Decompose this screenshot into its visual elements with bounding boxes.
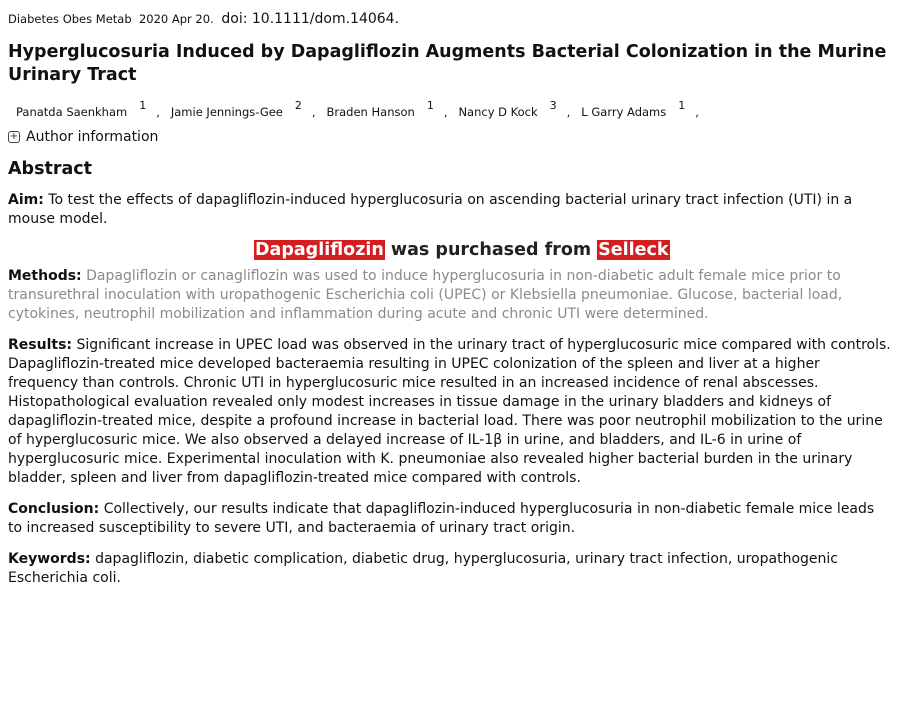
section-label: Keywords: (8, 550, 91, 567)
article-title: Hyperglucosuria Induced by Dapagliflozin Augments Bacterial Colonization in the Murine Urinary Tract (8, 42, 887, 85)
affiliation-link[interactable]: 1 (139, 99, 147, 112)
affiliation-link[interactable]: 2 (294, 99, 302, 112)
section-text: Collectively, our results indicate that dapagliflozin-induced hyperglucosuria in non-diabetic female mice leads to increased susceptibility to severe UTI, and bacteraemia of urinary tract origin. (8, 500, 875, 536)
author-link[interactable]: Panatda Saenkham (16, 104, 128, 119)
section-text: Significant increase in UPEC load was observed in the urinary tract of hyperglucosuric mice compared with controls. Dapagliflozin-treated mice developed bacteraemia resulting in UPEC colonization of the spleen and liver at a higher frequency than controls. Chronic UTI in hyperglucosuric mice resulted in an increased incidence of renal abscesses. Histopathological evaluation revealed only modest increases in tissue damage in the urinary bladders and kidneys of dapagliflozin-treated mice, despite a profound increase in bacterial load. There was poor neutrophil mobilization to the urine of hyperglucosuric mice. We also observed a delayed increase of IL-1β in urine, and bladders, and IL-6 in urine of hyperglucosuric mice. Experimental inoculation with K. pneumoniae also revealed higher bacterial burden in the urinary bladder, spleen and liver from dapagliflozin-treated mice compared with controls. (8, 336, 891, 486)
abstract-heading: Abstract (8, 158, 93, 179)
section-label: Conclusion: (8, 500, 100, 517)
author-information-label: Author information (26, 128, 159, 145)
affiliation-link[interactable]: 1 (678, 99, 686, 112)
author-information-toggle[interactable] (8, 129, 892, 145)
article (0, 11, 900, 588)
section-label: Methods: (8, 267, 82, 284)
section-text: To test the effects of dapagliflozin-induced hyperglucosuria on ascending bacterial urinary tract infection (UTI) in a mouse model. (8, 191, 853, 227)
author-link[interactable]: Nancy D Kock (458, 104, 538, 119)
citation (8, 11, 892, 27)
keywords (8, 550, 892, 588)
author-link[interactable]: L Garry Adams (581, 104, 667, 119)
affiliation-link[interactable]: 1 (426, 99, 434, 112)
abstract-results (8, 336, 892, 488)
author-link[interactable]: Braden Hanson (326, 104, 415, 119)
journal: Diabetes Obes Metab (8, 12, 132, 26)
author-link[interactable]: Jamie Jennings-Gee (170, 104, 283, 119)
banner-text: was purchased from (384, 239, 598, 260)
section-text: Dapagliflozin or canagliflozin was used to induce hyperglucosuria in non-diabetic adult female mice prior to transurethral inoculation with uropathogenic Escherichia coli (UPEC) or Klebsiella pneumoniae. Glucose, bacterial load, cytokines, neutrophil mobilization and inflammation during acute and chronic UTI were determined. (8, 267, 843, 322)
section-label: Results: (8, 336, 72, 353)
doi: doi: 10.1111/dom.14064. (221, 11, 400, 27)
expand-plus-icon: + (9, 130, 19, 142)
product-highlight[interactable]: Dapagliflozin (255, 239, 384, 260)
purchase-banner[interactable] (254, 239, 892, 261)
affiliation-link[interactable]: 3 (549, 99, 557, 112)
vendor-highlight[interactable]: Selleck (598, 239, 669, 260)
abstract-methods (8, 267, 892, 324)
pub-date: 2020 Apr 20. (138, 12, 214, 26)
section-text: dapagliflozin, diabetic complication, diabetic drug, hyperglucosuria, urinary tract infection, uropathogenic Escherichia coli. (8, 550, 838, 586)
abstract-conclusion (8, 500, 892, 538)
section-label: Aim: (8, 191, 44, 208)
author-list: Panatda Saenkham $^1$ , Jamie Jennings-Gee $^2$ , Braden Hanson $^1$ , Nancy D Kock $^3$ , L Garry Adams $^1$ , (16, 99, 699, 119)
abstract-aim (8, 191, 892, 229)
